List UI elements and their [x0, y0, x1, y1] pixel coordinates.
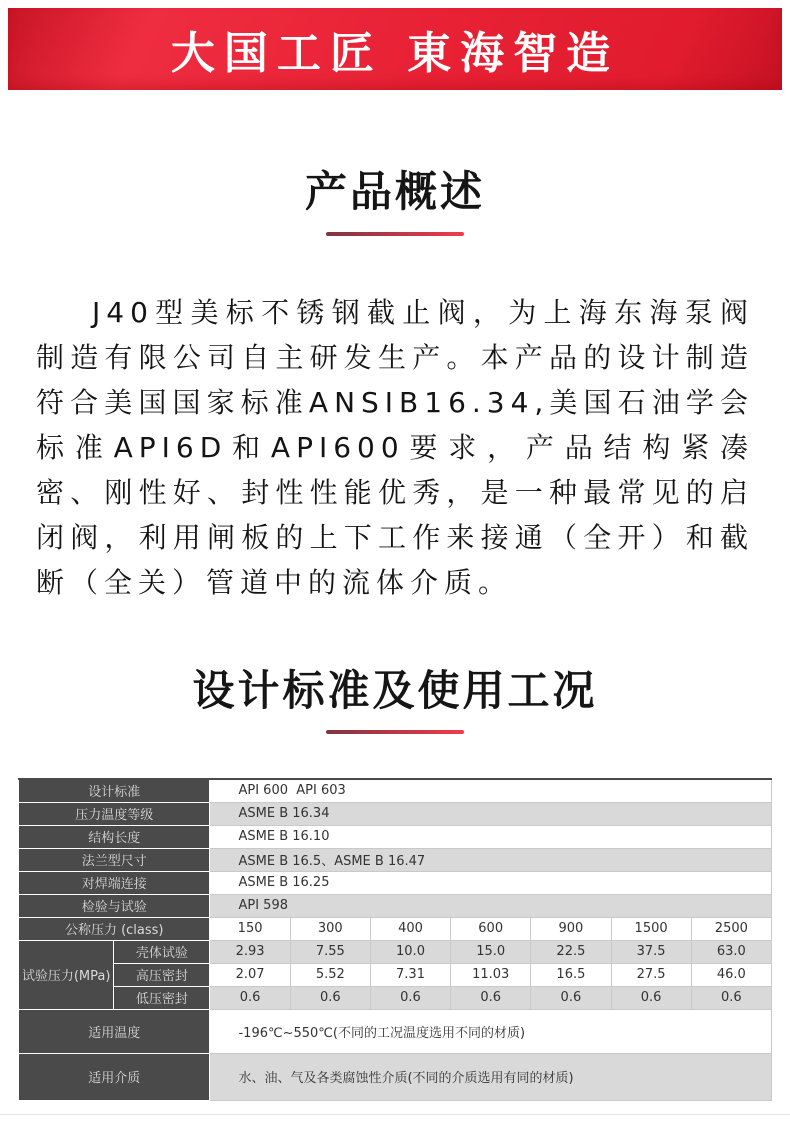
class-value: 1500: [611, 917, 691, 940]
spec-label: 对焊端连接: [19, 871, 210, 894]
pressure-value: 0.6: [290, 986, 370, 1009]
specs-table-body: [19, 779, 772, 1100]
table-row: [19, 848, 772, 871]
table-row: [19, 1053, 772, 1100]
spec-value: -196℃~550℃(不同的工况温度选用不同的材质): [210, 1009, 772, 1053]
pressure-value: 22.5: [531, 940, 611, 963]
spec-label: 检验与试验: [19, 894, 210, 917]
spec-value: ASME B 16.10: [210, 825, 772, 848]
pressure-value: 0.6: [210, 986, 290, 1009]
banner-title: 大国工匠 東海智造: [170, 28, 620, 79]
class-value: 900: [531, 917, 611, 940]
specs-title-underline: [326, 730, 464, 734]
pressure-value: 0.6: [451, 986, 531, 1009]
specs-table: [18, 778, 772, 1101]
banner: [8, 8, 782, 90]
spec-value: API 598: [210, 894, 772, 917]
pressure-value: 37.5: [611, 940, 691, 963]
spec-value: 水、油、气及各类腐蚀性介质(不同的介质选用有同的材质): [210, 1053, 772, 1100]
pressure-value: 2.07: [210, 963, 290, 986]
spec-value: ASME B 16.5、ASME B 16.47: [210, 848, 772, 871]
table-row: [19, 871, 772, 894]
pressure-value: 5.52: [290, 963, 370, 986]
table-row: [19, 940, 772, 963]
pressure-sub-label: 高压密封: [114, 963, 210, 986]
pressure-value: 7.55: [290, 940, 370, 963]
specs-title-text: 设计标准及使用工况: [192, 665, 598, 715]
spec-value: ASME B 16.25: [210, 871, 772, 894]
pressure-value: 0.6: [611, 986, 691, 1009]
class-value: 600: [451, 917, 531, 940]
table-row: [19, 1009, 772, 1053]
table-row: [19, 986, 772, 1009]
class-value: 150: [210, 917, 290, 940]
table-row: [19, 802, 772, 825]
pressure-value: 46.0: [691, 963, 771, 986]
page: [0, 8, 790, 1129]
overview-section-title: [0, 166, 790, 236]
pressure-value: 11.03: [451, 963, 531, 986]
spec-label: 结构长度: [19, 825, 210, 848]
pressure-group-label: 试验压力(MPa): [19, 940, 114, 1009]
pressure-value: 0.6: [691, 986, 771, 1009]
bottom-divider: [0, 1114, 790, 1129]
spec-label: 压力温度等级: [19, 802, 210, 825]
class-value: 300: [290, 917, 370, 940]
table-row: [19, 917, 772, 940]
pressure-sub-label: 低压密封: [114, 986, 210, 1009]
table-row: [19, 779, 772, 802]
table-row: [19, 963, 772, 986]
overview-title-text: 产品概述: [304, 167, 485, 216]
pressure-value: 0.6: [531, 986, 611, 1009]
table-row: [19, 894, 772, 917]
spec-value: API 600 API 603: [210, 779, 772, 802]
pressure-value: 16.5: [531, 963, 611, 986]
pressure-value: 2.93: [210, 940, 290, 963]
pressure-value: 27.5: [611, 963, 691, 986]
class-value: 400: [370, 917, 450, 940]
overview-paragraph: J40型美标不锈钢截止阀，为上海东海泵阀制造有限公司自主研发生产。本产品的设计制造符合美国国家标准ANSIB16.34,美国石油学会标准API6D和API600要求，产品结构紧凑密、刚性好、封性性能优秀，是一种最常见的启闭阀，利用闸板的上下工作来接通（全开）和截断（全关）管道中的流体介质。: [36, 295, 754, 599]
class-value: 2500: [691, 917, 771, 940]
spec-label: 适用温度: [19, 1009, 210, 1053]
pressure-sub-label: 壳体试验: [114, 940, 210, 963]
spec-label: 设计标准: [19, 779, 210, 802]
spec-label: 适用介质: [19, 1053, 210, 1100]
table-row: [19, 825, 772, 848]
pressure-value: 0.6: [370, 986, 450, 1009]
pressure-value: 10.0: [370, 940, 450, 963]
pressure-value: 63.0: [691, 940, 771, 963]
overview-title-underline: [326, 232, 464, 236]
spec-value: ASME B 16.34: [210, 802, 772, 825]
class-row-label: 公称压力 (class): [19, 917, 210, 940]
spec-label: 法兰型尺寸: [19, 848, 210, 871]
pressure-value: 15.0: [451, 940, 531, 963]
specs-section-title: [0, 665, 790, 735]
pressure-value: 7.31: [370, 963, 450, 986]
